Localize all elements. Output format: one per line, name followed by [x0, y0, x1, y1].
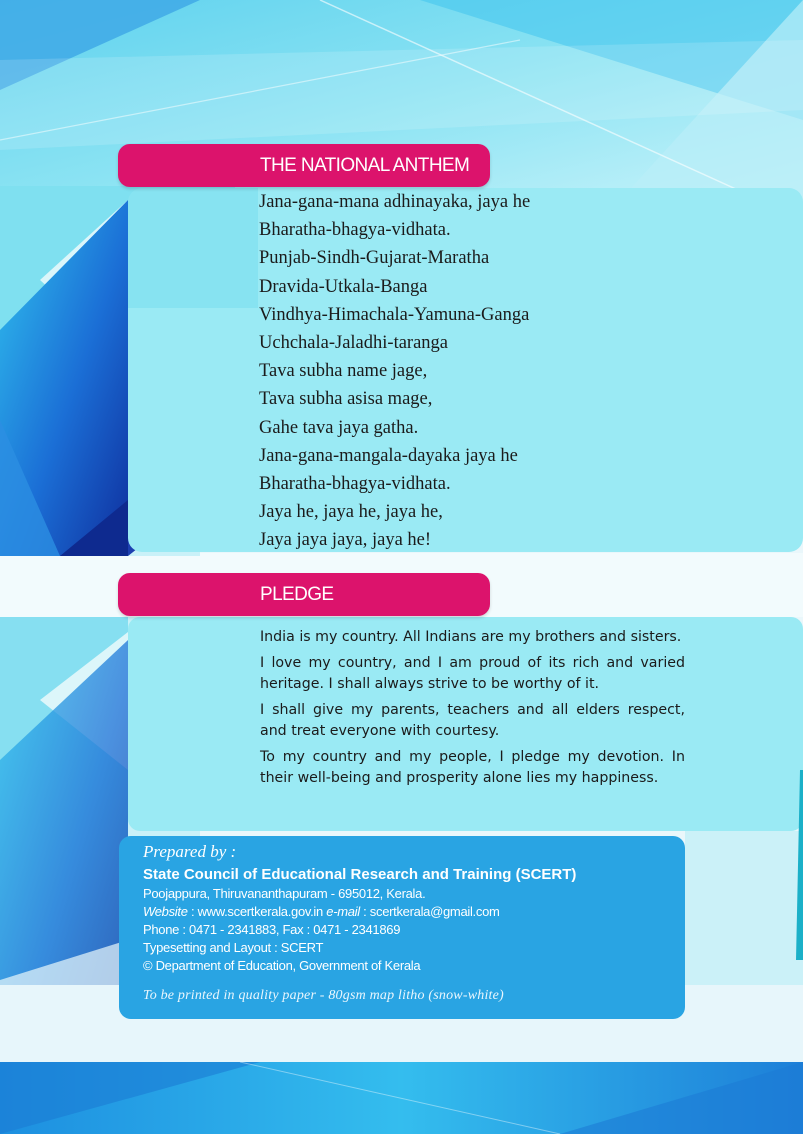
anthem-line: Vindhya-Himachala-Yamuna-Ganga [259, 304, 530, 325]
anthem-heading-tab [118, 144, 490, 187]
pledge-paragraph: India is my country. All Indians are my brothers and sisters. [260, 629, 682, 645]
print-note: To be printed in quality paper - 80gsm map litho (snow-white) [143, 988, 504, 1003]
anthem-line: Tava subha name jage, [259, 361, 428, 382]
anthem-line: Bharatha-bhagya-vidhata. [259, 473, 451, 494]
prepared-by-label: Prepared by : [143, 842, 237, 861]
email-label: e-mail [326, 904, 360, 919]
pledge-paragraph: I shall give my parents, teachers and all elders respect, and treat everyone with courtesy. [260, 702, 685, 739]
pledge-body [260, 627, 685, 794]
website-label: Website [143, 904, 188, 919]
website-link[interactable]: : www.scertkerala.gov.in [187, 904, 327, 919]
anthem-line: Gahe tava jaya gatha. [259, 417, 419, 438]
pledge-heading-tab [118, 573, 490, 616]
pledge-paragraph: To my country and my people, I pledge my devotion. In their well-being and prosperity alone lies my happiness. [260, 749, 685, 786]
anthem-line: Jana-gana-mana adhinayaka, jaya he [259, 192, 531, 212]
anthem-line: Dravida-Utkala-Banga [259, 276, 428, 297]
anthem-line: Punjab-Sindh-Gujarat-Maratha [259, 248, 490, 269]
anthem-line: Jaya jaya jaya, jaya he! [259, 530, 432, 551]
credits-box [119, 836, 685, 1019]
anthem-heading: THE NATIONAL ANTHEM [260, 155, 470, 176]
copyright-line: © Department of Education, Government of Kerala [143, 958, 421, 973]
pledge-paragraph: I love my country, and I am proud of its rich and varied heritage. I shall always strive to be worthy of it. [260, 655, 685, 692]
anthem-line: Uchchala-Jaladhi-taranga [259, 332, 449, 353]
anthem-line: Jana-gana-mangala-dayaka jaya he [259, 445, 518, 466]
phone-fax-line: Phone : 0471 - 2341883, Fax : 0471 - 2341869 [143, 922, 401, 937]
organisation-name: State Council of Educational Research and Training (SCERT) [143, 866, 577, 883]
email-link[interactable]: : scertkerala@gmail.com [359, 904, 500, 919]
anthem-line: Jaya he, jaya he, jaya he, [259, 502, 443, 523]
anthem-line: Bharatha-bhagya-vidhata. [259, 220, 451, 241]
contact-line [143, 903, 685, 921]
pledge-heading: PLEDGE [260, 584, 334, 605]
typesetting-line: Typesetting and Layout : SCERT [143, 940, 324, 955]
anthem-line: Tava subha asisa mage, [259, 389, 433, 410]
organisation-address: Poojappura, Thiruvananthapuram - 695012, Kerala. [143, 886, 426, 901]
anthem-lyrics [259, 188, 530, 554]
